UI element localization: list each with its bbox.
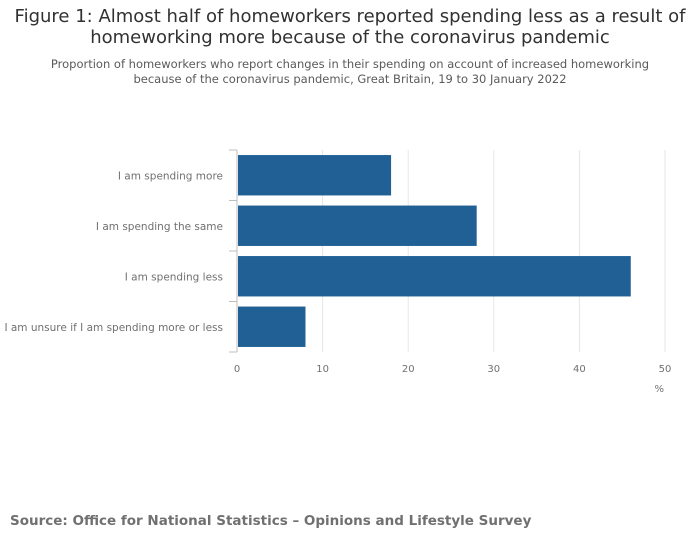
bars	[238, 155, 631, 347]
x-tick-label: 40	[573, 364, 586, 375]
x-axis-label: %	[654, 384, 664, 395]
x-tick-label: 50	[658, 364, 672, 375]
bar	[238, 206, 477, 246]
chart-subtitle: Proportion of homeworkers who report changes in their spending on account of increased homeworking because of the coronavirus pandemic, Great Britain, 19 to 30 January 2022	[50, 57, 650, 86]
bar	[238, 155, 391, 195]
x-tick-label: 0	[233, 364, 241, 375]
y-category-label: I am spending the same	[95, 220, 223, 233]
bar	[238, 307, 305, 347]
y-category-label: I am spending less	[124, 271, 223, 284]
source-note: Source: Office for National Statistics – Opinions and Lifestyle Survey	[10, 513, 532, 529]
x-tick-label: 20	[401, 364, 415, 375]
chart-title: Figure 1: Almost half of homeworkers reported spending less as a result of homeworking more because of the coronavirus pandemic	[14, 6, 686, 48]
bar	[238, 256, 631, 296]
y-category-label: I am unsure if I am spending more or less	[4, 321, 223, 334]
y-category-label: I am spending more	[117, 170, 223, 183]
x-tick-label: 10	[316, 364, 329, 375]
x-tick-label: 30	[487, 364, 501, 375]
